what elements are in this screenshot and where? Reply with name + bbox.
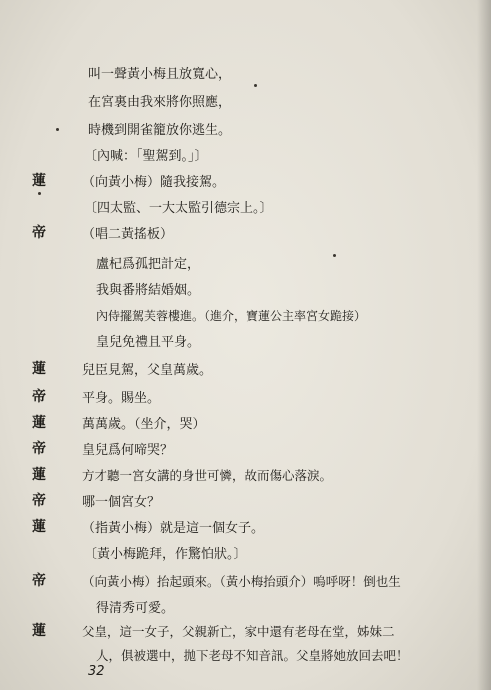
page-number: 32 [88, 664, 105, 679]
text-line: （指黃小梅）就是這一個女子。 [82, 521, 265, 536]
stage-direction: 〔內喊：「聖駕到。」〕 [84, 149, 208, 164]
text-line: 盧杞爲孤把計定， [96, 257, 201, 272]
text-line: 哪一個宮女？ [82, 495, 161, 510]
speaker-label: 蓮 [32, 173, 46, 189]
speaker-label: 帝 [32, 573, 46, 589]
text-line: 叫一聲黃小梅且放寬心， [88, 67, 232, 82]
speaker-label: 帝 [32, 389, 46, 405]
stage-direction: 〔黃小梅跪拜，作驚怕狀。〕 [84, 547, 247, 562]
text-line: （向黃小梅）抬起頭來。（黃小梅抬頭介）嗚呼呀！倒也生 [82, 574, 401, 589]
text-line: 兒臣見駕，父皇萬歲。 [82, 363, 213, 378]
stage-direction: 〔四太監、一大太監引德宗上。〕 [84, 201, 273, 216]
text-line: 在宮裏由我來將你照應， [88, 95, 232, 110]
speaker-label: 蓮 [32, 467, 46, 483]
text-line: （向黃小梅）隨我接駕。 [82, 175, 226, 190]
speaker-label: 蓮 [32, 519, 46, 535]
ink-speck [56, 128, 59, 131]
text-line: 萬萬歲。（坐介，哭） [82, 417, 206, 432]
text-line: 人，俱被選中，拋下老母不知音訊。父皇將她放回去吧！ [96, 648, 409, 663]
speaker-label: 蓮 [32, 415, 46, 431]
ink-speck [38, 192, 41, 195]
text-line: 皇兒爲何啼哭？ [82, 443, 174, 458]
text-line: 方才聽一宮女講的身世可憐，故而傷心落淚。 [82, 468, 333, 483]
text-line: 得清秀可愛。 [96, 601, 175, 616]
text-line: 我與番將結婚姻。 [96, 283, 201, 298]
speaker-label: 蓮 [32, 361, 46, 377]
speaker-label: 帝 [32, 493, 46, 509]
text-line: （唱二黃搖板） [82, 227, 174, 242]
page-gutter-shadow [477, 0, 491, 690]
speaker-label: 帝 [32, 441, 46, 457]
text-line: 父皇，這一女子，父親新亡，家中還有老母在堂，姊妹二 [82, 624, 395, 639]
ink-speck [254, 84, 257, 87]
text-line: 時機到開雀籠放你逃生。 [88, 123, 232, 138]
speaker-label: 蓮 [32, 623, 46, 639]
text-line: 平身。賜坐。 [82, 391, 161, 406]
text-line: 皇兒免禮且平身。 [96, 335, 201, 350]
speaker-label: 帝 [32, 225, 46, 241]
ink-speck [333, 254, 336, 257]
text-line: 內侍擺駕芙蓉樓進。（進介，寶蓮公主率宮女跪接） [96, 309, 367, 323]
